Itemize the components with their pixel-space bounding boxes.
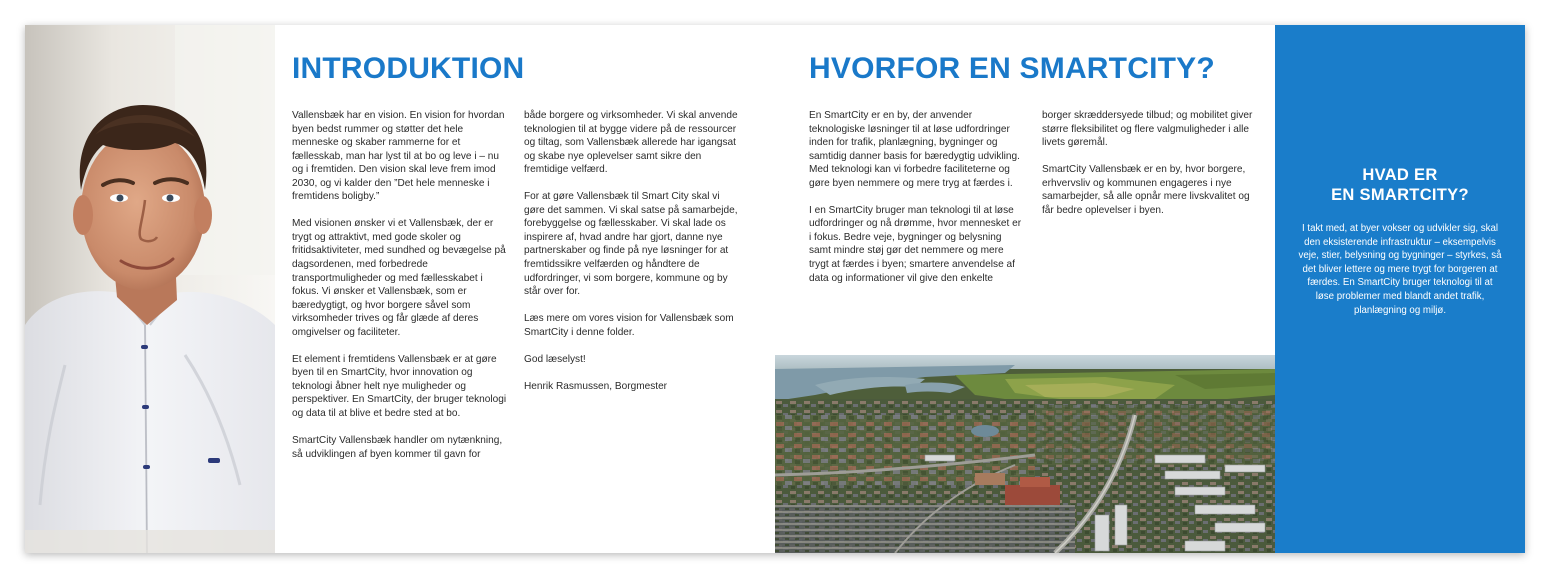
intro-column-2 bbox=[524, 109, 739, 393]
intro-paragraph: God læselyst! bbox=[524, 353, 586, 365]
sidebar-title-line-2: EN SMARTCITY? bbox=[1331, 186, 1469, 204]
why-paragraph: SmartCity Vallensbæk er en by, hvor borgere, erhvervsliv og kommunen engageres i nye samarbejder, så alle opnår mere livskvalitet og får bedre oplevelser i byen. bbox=[1042, 164, 1250, 216]
sidebar-body: I takt med, at byer vokser og udvikler sig, skal den eksisterende infrastruktur – eksempelvis veje, stier, belysning og bygninger – styrkes, så det bliver lettere og mere trygt for borgeren at færdes. En SmartCity bruger teknologi til at løse problemer med blandt andet trafik, planlægning og miljø. bbox=[1298, 223, 1502, 316]
what-is-smartcity-sidebar bbox=[1275, 25, 1525, 553]
intro-paragraph: SmartCity Vallensbæk handler om nytænkning, så udviklingen af byen kommer til gavn for bbox=[292, 435, 503, 460]
why-column-2 bbox=[1042, 109, 1257, 217]
why-smartcity-page bbox=[775, 25, 1275, 553]
intro-paragraph: Med visionen ønsker vi et Vallensbæk, der er trygt og attraktivt, med gode skoler og fritidsaktiviteter, med sundhed og bevægelse på dagsordenen, med forbedrede transportmuligheder og med fællesskabet i fokus. Vi ønsker et Vallensbæk, som er bæredygtigt, og hvor borgere såvel som virksomheder trives og får glæde af deres omgivelser og faciliteter. bbox=[292, 218, 506, 338]
intro-title: INTRODUKTION bbox=[292, 52, 525, 85]
why-paragraph: borger skræddersyede tilbud; og mobilitet giver større fleksibilitet og flere valgmuligheder i alle livets gøremål. bbox=[1042, 110, 1253, 149]
sidebar-title bbox=[1275, 165, 1525, 205]
intro-paragraph: Et element i fremtidens Vallensbæk er at gøre byen til en SmartCity, hvor innovation og teknologi åbner helt nye muligheder og perspektiver. En SmartCity, der bruger teknologi og data til at blive et bedre sted at bo. bbox=[292, 353, 507, 420]
intro-paragraph: For at gøre Vallensbæk til Smart City skal vi gøre det sammen. Vi skal satse på samarbejde, forebyggelse og fællesskaber. Vi skal lade os inspirere af, hvad andre har gjort, danne nye partnerskaber og finde på nye løsninger for at fremtidssikre velfærden og håndtere de udfordringer, vi som borgere, kommune og by står over for. bbox=[524, 191, 738, 298]
intro-paragraph: Læs mere om vores vision for Vallensbæk som SmartCity i denne folder. bbox=[524, 313, 734, 338]
why-paragraph: I en SmartCity bruger man teknologi til at løse udfordringer og nå drømme, hvor mennesket er i fokus. Bedre veje, bygninger og belysning samt mindre støj gør det nemmere og mere trygt at færdes i byen; smartere anvendelse af data og informationer vil give den enkelte bbox=[809, 204, 1022, 284]
intro-paragraph: både borgere og virksomheder. Vi skal anvende teknologien til at bygge videre på de ressourcer og tiltag, som Vallensbæk allerede har igangsat og skabe nye oplevelser samt sikre den fremtidige velfærd. bbox=[524, 110, 738, 176]
brochure-spread bbox=[25, 25, 1525, 553]
intro-paragraph: Vallensbæk har en vision. En vision for hvordan byen bedst rummer og støtter det hele menneske og skaber rammerne for et fællesskab, man har lyst til at bo og leve i – nu og i fremtiden. Den vision skal leve frem imod 2030, og vi kalder den ”Det hele menneske i fremtidens boligby.” bbox=[292, 110, 505, 203]
intro-column-1 bbox=[292, 109, 509, 461]
intro-page bbox=[275, 25, 775, 553]
why-paragraph: En SmartCity er en by, der anvender teknologiske løsninger til at løse udfordringer inden for trafik, planlægning, bygninger og samtidig danner basis for bæredygtig udvikling. Med teknologi kan vi forbedre faciliteterne og gøre byen nemmere og mere tryg at færdes i. bbox=[809, 110, 1020, 189]
why-smartcity-title: HVORFOR EN SMARTCITY? bbox=[809, 52, 1215, 85]
why-column-1 bbox=[809, 109, 1024, 285]
mayor-portrait-photo bbox=[25, 25, 275, 553]
signature-line: Henrik Rasmussen, Borgmester bbox=[524, 380, 668, 392]
aerial-city-photo bbox=[775, 355, 1275, 553]
sidebar-title-line-1: HVAD ER bbox=[1362, 166, 1438, 184]
